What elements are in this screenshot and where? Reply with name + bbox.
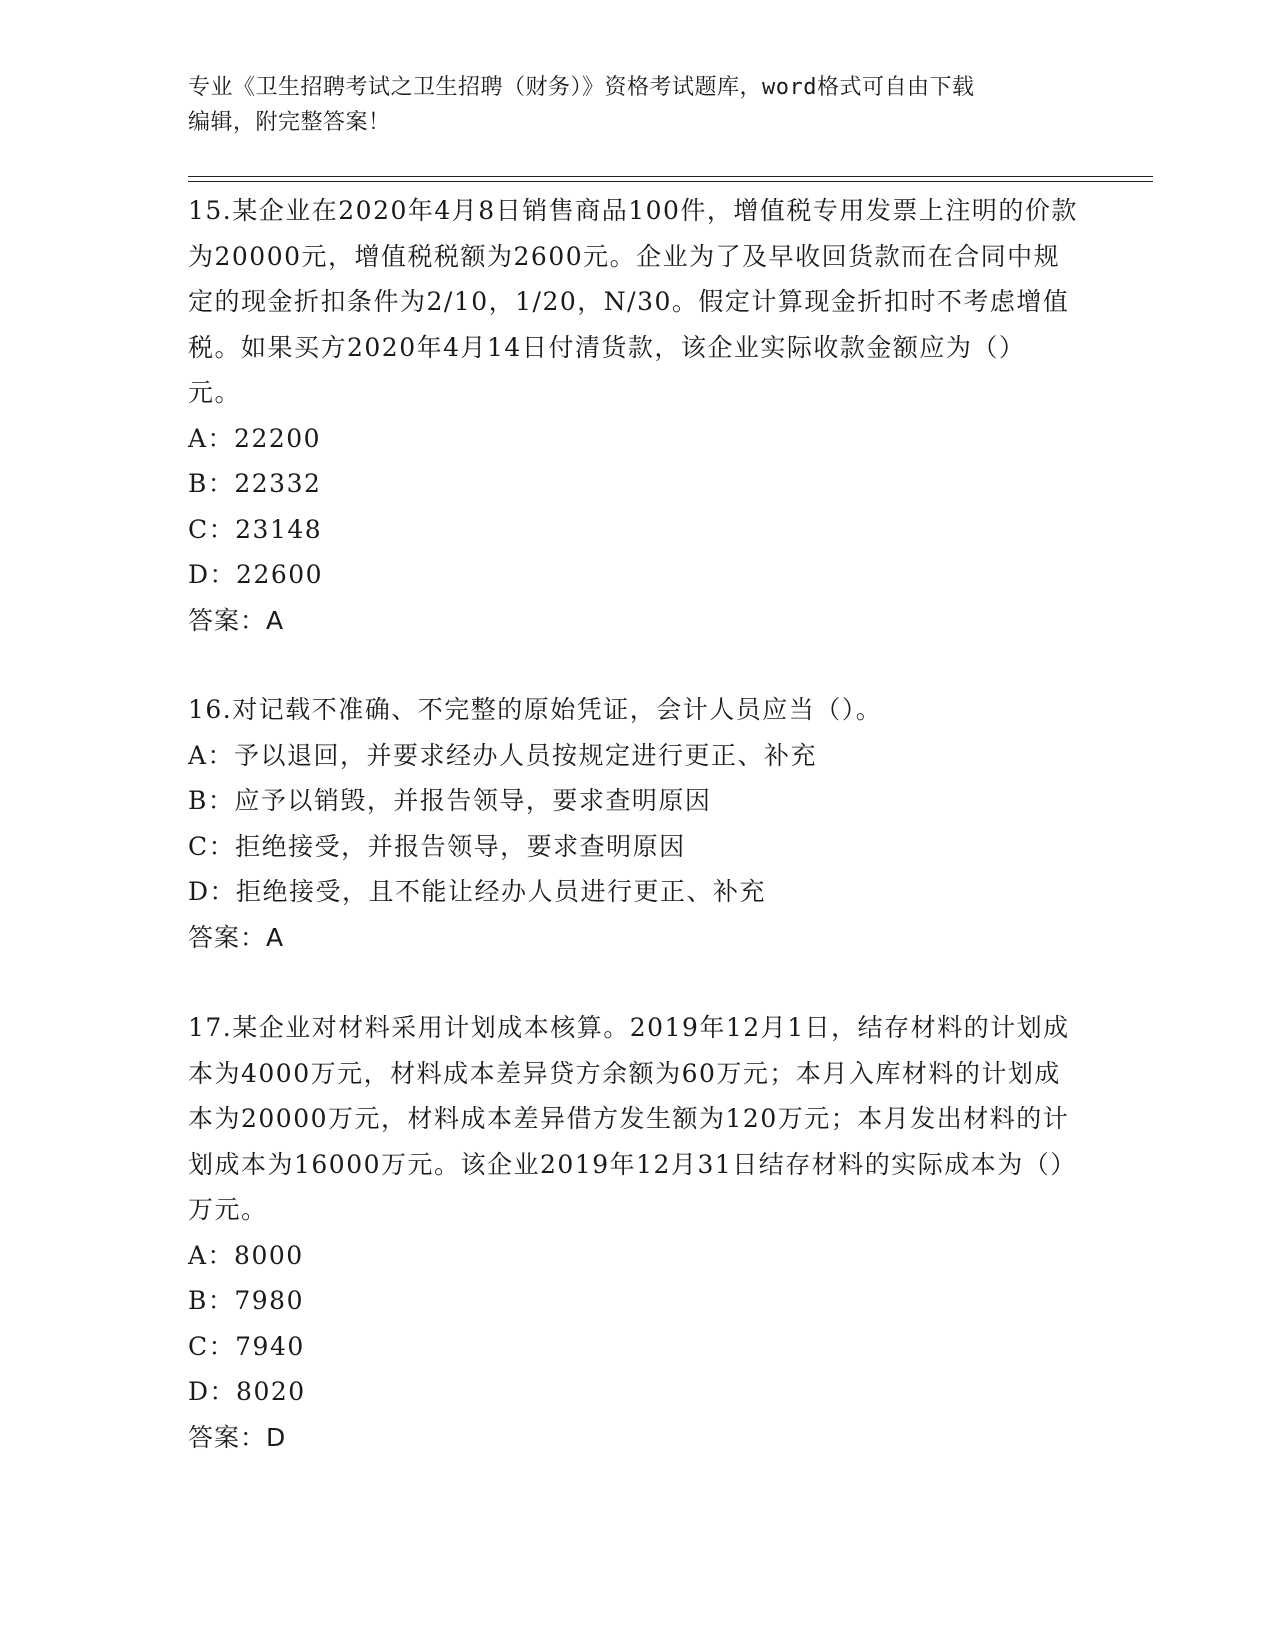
option-b: B：应予以销毁，并报告领导，要求查明原因 xyxy=(188,786,712,815)
header-line-2: 编辑，附完整答案！ xyxy=(188,110,391,135)
option-c: C：拒绝接受，并报告领导，要求查明原因 xyxy=(188,831,686,861)
option-b: B：7980 xyxy=(188,1286,304,1315)
question-16 xyxy=(188,687,1078,960)
option-d: D：8020 xyxy=(188,1377,306,1406)
option-a: A：予以退回，并要求经办人员按规定进行更正、补充 xyxy=(188,740,818,770)
option-a: A：8000 xyxy=(188,1240,304,1270)
question-15 xyxy=(188,188,1078,643)
option-b: B：22332 xyxy=(188,469,322,498)
answer-label: 答案：D xyxy=(188,1422,287,1452)
option-a: A：22200 xyxy=(188,423,322,453)
header-divider-top xyxy=(188,176,1153,177)
question-17 xyxy=(188,1005,1078,1460)
question-stem: 16.对记载不准确、不完整的原始凭证，会计人员应当（）。 xyxy=(188,695,883,724)
question-stem: 17.某企业对材料采用计划成本核算。2019年12月1日，结存材料的计划成本为4000万元，材料成本差异贷方余额为60万元；本月入库材料的计划成本为20000万元，材料成本差异借方发生额为120万元；本月发出材料的计划成本为16000万元。该企业2019年12月31日结存材料的实际成本为（）万元。 xyxy=(188,1013,1077,1224)
header-divider-bottom xyxy=(188,181,1153,182)
option-d: D：22600 xyxy=(188,560,324,589)
answer-label: 答案：A xyxy=(188,605,285,635)
question-stem: 15.某企业在2020年4月8日销售商品100件，增值税专用发票上注明的价款为20000元，增值税税额为2600元。企业为了及早收回货款而在合同中规定的现金折扣条件为2/10，1/20，N/30。假定计算现金折扣时不考虑增值税。如果买方2020年4月14日付清货款，该企业实际收款金额应为（）元。 xyxy=(188,196,1078,407)
header-line-1: 专业《卫生招聘考试之卫生招聘（财务）》资格考试题库，word格式可自由下载 xyxy=(188,75,975,100)
document-header xyxy=(188,70,1088,140)
option-c: C：7940 xyxy=(188,1331,305,1361)
option-c: C：23148 xyxy=(188,514,323,544)
option-d: D：拒绝接受，且不能让经办人员进行更正、补充 xyxy=(188,877,767,906)
answer-label: 答案：A xyxy=(188,922,285,952)
